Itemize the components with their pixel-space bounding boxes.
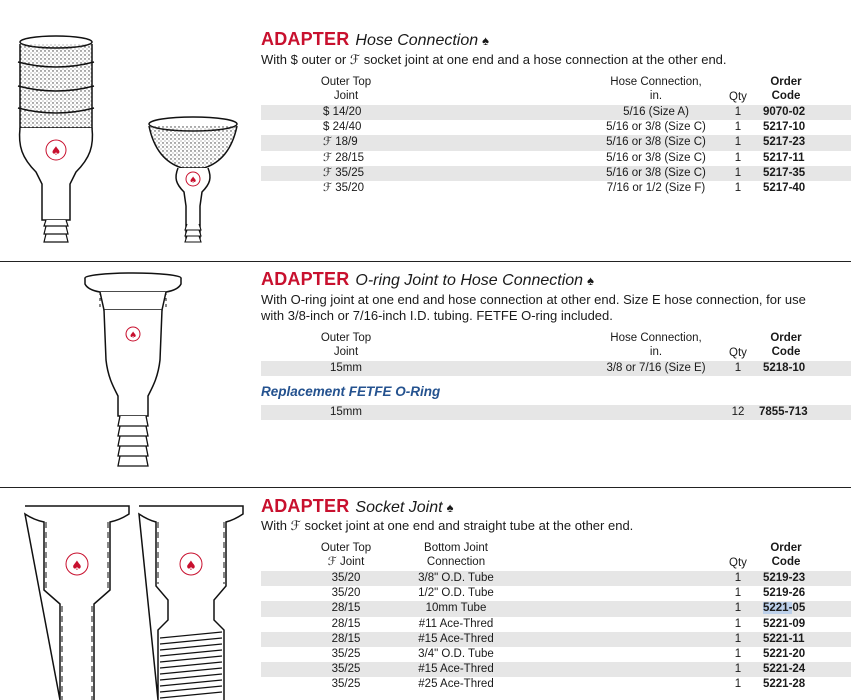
- connection-cell: #15 Ace-Thred: [418, 632, 494, 645]
- section-3-description: With ℱ socket joint at one end and straight tube at the other end.: [261, 518, 634, 533]
- table-row: [261, 571, 851, 586]
- svg-text:♠: ♠: [128, 331, 138, 341]
- table-row: [261, 677, 851, 692]
- joint-cell: 28/15: [331, 632, 361, 645]
- hose-cell: 3/8 or 7/16 (Size E): [606, 362, 706, 374]
- qty-cell: 1: [734, 632, 742, 645]
- qty-cell: 1: [734, 362, 742, 374]
- joint-cell: ℱ 28/15: [323, 151, 365, 164]
- qty-cell: 1: [734, 151, 742, 164]
- joint-cell: 15mm: [330, 362, 362, 374]
- qty-cell: 1: [734, 121, 742, 134]
- joint-cell: 28/15: [331, 602, 361, 615]
- header-connection: [406, 541, 506, 569]
- header-joint-line2: Joint: [333, 90, 359, 102]
- table-row: [261, 120, 851, 135]
- joint-cell: 35/20: [331, 572, 361, 584]
- header-hose-line1: Hose Connection,: [610, 76, 702, 88]
- qty-cell: 1: [734, 647, 742, 660]
- svg-text:♠: ♠: [188, 176, 198, 186]
- section-2-subtitle: O-ring Joint to Hose Connection: [355, 272, 584, 289]
- order-code: 5221-20: [763, 647, 806, 660]
- table-row: [261, 601, 851, 616]
- joint-cell: 28/15: [331, 617, 361, 630]
- header-joint: [301, 331, 391, 359]
- order-code: 5221-28: [763, 678, 806, 691]
- table-row: [261, 617, 851, 632]
- hose-adapter-small-illustration: [142, 114, 242, 248]
- header-connection-line1: Bottom Joint: [424, 542, 488, 554]
- table-row: [261, 361, 851, 376]
- section-2-title-main: ADAPTER: [261, 269, 350, 289]
- qty-cell: 1: [734, 166, 742, 179]
- qty-cell: 1: [734, 663, 742, 676]
- order-code: 5219-26: [763, 587, 806, 600]
- order-code: [763, 601, 805, 616]
- header-joint: [301, 75, 391, 103]
- table-row: [261, 181, 851, 196]
- section-3-title: [261, 496, 453, 517]
- order-code: 7855-713: [759, 406, 808, 418]
- socket-adapter-straight-illustration: [22, 500, 132, 700]
- table-row: [261, 632, 851, 647]
- section-3-table: [261, 541, 851, 693]
- order-code: 5217-23: [763, 136, 806, 149]
- qty-cell: 1: [734, 106, 742, 118]
- hose-adapter-large-illustration: [8, 34, 108, 250]
- joint-cell: 35/20: [331, 587, 361, 600]
- section-divider: [0, 487, 851, 488]
- order-code: 5221-09: [763, 617, 806, 630]
- header-joint-line2: ℱ Joint: [327, 556, 365, 568]
- selected-text-highlight[interactable]: 5221-: [763, 602, 793, 615]
- spade-icon: ♠: [587, 273, 594, 288]
- section-3-title-main: ADAPTER: [261, 496, 350, 516]
- header-code: [761, 75, 811, 103]
- order-code: 5217-40: [763, 181, 806, 194]
- joint-cell: 35/25: [331, 663, 361, 676]
- header-hose: [591, 331, 721, 359]
- header-code-line2: Code: [771, 90, 801, 102]
- svg-text:♠: ♠: [50, 144, 62, 158]
- header-joint-line1: Outer Top: [320, 542, 372, 554]
- header-connection-line2: Connection: [426, 556, 486, 568]
- section-2-title: [261, 269, 594, 290]
- qty-cell: 1: [734, 136, 742, 149]
- joint-cell: 15mm: [330, 406, 362, 418]
- connection-cell: 3/8" O.D. Tube: [418, 572, 494, 584]
- joint-cell: ℱ 35/25: [323, 166, 365, 179]
- connection-cell: #11 Ace-Thred: [418, 617, 494, 630]
- section-1-description: With $ outer or ℱ socket joint at one end and a hose connection at the other end.: [261, 52, 727, 67]
- header-hose-line2: in.: [649, 346, 663, 358]
- spade-icon: ♠: [446, 500, 454, 515]
- header-qty: Qty: [729, 557, 747, 569]
- section-3-subtitle: Socket Joint: [355, 499, 443, 516]
- order-code: 5218-10: [763, 362, 806, 374]
- header-hose-line2: in.: [649, 90, 663, 102]
- svg-text:♠: ♠: [185, 559, 197, 574]
- qty-cell: 1: [734, 181, 742, 194]
- table-row: [261, 405, 851, 420]
- hose-cell: 5/16 or 3/8 (Size C): [606, 151, 706, 164]
- hose-cell: 5/16 or 3/8 (Size C): [606, 136, 706, 149]
- qty-cell: 1: [734, 602, 742, 615]
- header-code: [761, 541, 811, 569]
- table-row: [261, 166, 851, 181]
- replacement-oring-heading: Replacement FETFE O-Ring: [261, 384, 441, 399]
- table-row: [261, 662, 851, 677]
- table-row: [261, 586, 851, 601]
- header-qty: Qty: [729, 91, 747, 103]
- header-code-line1: Order: [770, 542, 802, 554]
- spade-icon: ♠: [482, 33, 490, 48]
- section-divider: [0, 261, 851, 262]
- order-code: 5217-35: [763, 166, 806, 179]
- header-joint-line1: Outer Top: [320, 332, 372, 344]
- header-qty: Qty: [729, 347, 747, 359]
- header-joint: [301, 541, 391, 569]
- section-1-table: [261, 75, 851, 196]
- connection-cell: #25 Ace-Thred: [418, 678, 494, 691]
- hose-cell: 5/16 (Size A): [623, 106, 689, 118]
- qty-cell: 12: [731, 406, 745, 418]
- joint-cell: $ 14/20: [323, 106, 362, 118]
- order-code-suffix: 05: [792, 602, 806, 615]
- table-row: [261, 151, 851, 166]
- order-code: 5221-24: [763, 663, 806, 676]
- header-joint-line2: Joint: [333, 346, 359, 358]
- table-header: [261, 541, 851, 571]
- table-row: [261, 105, 851, 120]
- header-hose-line1: Hose Connection,: [610, 332, 702, 344]
- hose-cell: 5/16 or 3/8 (Size C): [606, 166, 706, 179]
- order-code: 5221-11: [763, 632, 805, 645]
- socket-adapter-threaded-illustration: [136, 500, 246, 700]
- joint-cell: ℱ 18/9: [323, 136, 358, 149]
- header-joint-line1: Outer Top: [320, 76, 372, 88]
- connection-cell: 10mm Tube: [425, 602, 487, 615]
- section-2-table: [261, 331, 851, 376]
- oring-adapter-illustration: [78, 270, 188, 482]
- connection-cell: 3/4" O.D. Tube: [418, 647, 494, 660]
- joint-cell: ℱ 35/20: [323, 181, 365, 194]
- table-header: [261, 75, 851, 105]
- section-1-subtitle: Hose Connection: [355, 32, 479, 49]
- connection-cell: 1/2" O.D. Tube: [418, 587, 494, 600]
- section-1-title: [261, 29, 489, 50]
- qty-cell: 1: [734, 617, 742, 630]
- joint-cell: $ 24/40: [323, 121, 362, 134]
- section-2-description: [261, 292, 806, 324]
- section-1-title-main: ADAPTER: [261, 29, 350, 49]
- qty-cell: 1: [734, 572, 742, 584]
- table-row: [261, 135, 851, 150]
- header-hose: [591, 75, 721, 103]
- hose-cell: 7/16 or 1/2 (Size F): [606, 181, 706, 194]
- header-code-line2: Code: [771, 556, 801, 568]
- hose-cell: 5/16 or 3/8 (Size C): [606, 121, 706, 134]
- replacement-table: [261, 405, 851, 420]
- order-code: 9070-02: [763, 106, 806, 118]
- qty-cell: 1: [734, 587, 742, 600]
- table-row: [261, 647, 851, 662]
- table-header: [261, 331, 851, 361]
- header-code-line1: Order: [770, 332, 802, 344]
- section-2-description-line1: With O-ring joint at one end and hose connection at other end. Size E hose connection, for use: [261, 292, 806, 307]
- header-code-line1: Order: [770, 76, 802, 88]
- svg-text:♠: ♠: [71, 559, 83, 574]
- joint-cell: 35/25: [331, 678, 361, 691]
- joint-cell: 35/25: [331, 647, 361, 660]
- order-code: 5217-10: [763, 121, 806, 134]
- section-2-description-line2: with 3/8-inch or 7/16-inch I.D. tubing. FETFE O-ring included.: [261, 308, 613, 323]
- header-code-line2: Code: [771, 346, 801, 358]
- qty-cell: 1: [734, 678, 742, 691]
- header-code: [761, 331, 811, 359]
- order-code: 5219-23: [763, 572, 806, 584]
- order-code: 5217-11: [763, 151, 805, 164]
- connection-cell: #15 Ace-Thred: [418, 663, 494, 676]
